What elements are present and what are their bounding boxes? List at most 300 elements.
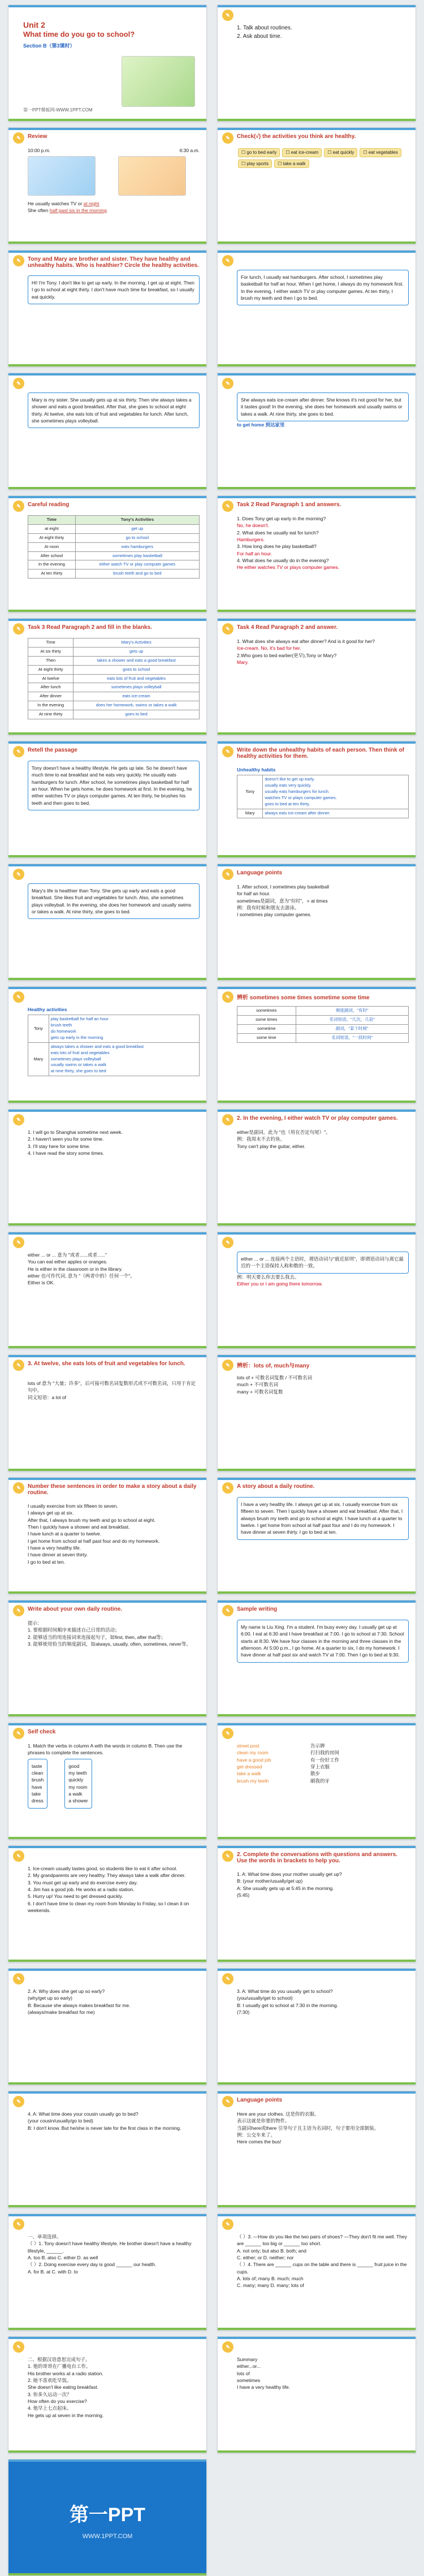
section-badge-icon: ✎ bbox=[222, 2341, 233, 2353]
text-line: either...or... bbox=[237, 2363, 261, 2370]
name-cell: Tony bbox=[237, 775, 263, 809]
vocab-zh: 告示牌 bbox=[310, 1743, 325, 1749]
text-line: 例：我有时候和朋友去游泳。 bbox=[237, 904, 300, 911]
slide-trans[interactable] bbox=[8, 2336, 207, 2453]
vocab-en: get dressed bbox=[237, 1763, 262, 1770]
slide-title: Write about your own daily routine. bbox=[28, 1606, 123, 1612]
line-text: He usually watches TV or bbox=[28, 200, 84, 206]
section-badge-icon: ✎ bbox=[222, 746, 233, 757]
slide-top-bar bbox=[8, 496, 206, 498]
section-badge-icon: ✎ bbox=[222, 1360, 233, 1371]
text-line: 4. A: What time does your cousin usually go to bed? bbox=[28, 2111, 139, 2117]
slide-body bbox=[28, 761, 200, 810]
option-chip[interactable] bbox=[274, 159, 309, 169]
verb-item[interactable]: clean bbox=[32, 1770, 44, 1776]
table-row bbox=[237, 1015, 409, 1024]
text-line: lots of + 可数名词复数 / 不可数名词 bbox=[237, 1375, 312, 1380]
slide-choose2[interactable] bbox=[217, 2213, 416, 2331]
table-row bbox=[28, 674, 200, 683]
table-cell: goes to bed bbox=[73, 710, 200, 719]
text-line: Either is OK. bbox=[28, 1280, 55, 1286]
text-line: （ ）3. —How do you like the two pairs of shoes? —They don't fit me well. They are ______ too big or ______ too short. bbox=[237, 2234, 407, 2247]
slide-sample[interactable] bbox=[217, 1600, 416, 1717]
checkbox-icon[interactable]: ☐ bbox=[327, 150, 333, 155]
slide-top-bar bbox=[218, 864, 416, 866]
text-line: much + 不可数名词 bbox=[237, 1382, 278, 1388]
body-heading: Healthy activities bbox=[28, 1007, 67, 1012]
section-badge-icon: ✎ bbox=[222, 1237, 233, 1248]
slide-top-bar bbox=[218, 1969, 416, 1971]
vocab-row bbox=[237, 1763, 409, 1770]
slide-number[interactable] bbox=[8, 1477, 207, 1594]
table-row bbox=[237, 1033, 409, 1042]
slide-body bbox=[237, 270, 409, 305]
slide-title: Write down the unhealthy habits of each person. Then think of healthy activities for them. bbox=[237, 747, 404, 760]
habits-cell bbox=[263, 775, 409, 809]
verb-item[interactable]: taste bbox=[32, 1763, 42, 1769]
habit-item: watches TV or plays computer games. bbox=[265, 795, 337, 800]
section-badge-icon: ✎ bbox=[222, 623, 233, 635]
text-line: Here are your clothes. 这是你的衣服。 bbox=[237, 2111, 319, 2117]
body-paragraph: either ... or ... 连接两个主语时，谓语动词与"就近原则"，即谓语动词与离它最近的一个主语保持人称和数的一致。 bbox=[237, 1252, 409, 1274]
slide-body bbox=[237, 766, 409, 818]
slide-bottom-bar bbox=[8, 2205, 206, 2207]
slide-lunch[interactable] bbox=[217, 250, 416, 367]
answer-line: For half an hour. bbox=[237, 550, 272, 556]
habits-cell bbox=[49, 1042, 199, 1076]
slide-task2[interactable] bbox=[217, 495, 416, 612]
slide-practice[interactable] bbox=[8, 1109, 207, 1226]
section-badge-icon: ✎ bbox=[13, 623, 24, 635]
slide-mary2[interactable] bbox=[217, 373, 416, 490]
text-line: 1. Match the verbs in column A with the words in column B. Then use the phrases to complete the sentences. bbox=[28, 1743, 183, 1756]
slide-selfcheck[interactable] bbox=[8, 1723, 207, 1840]
slide-bottom-bar bbox=[218, 119, 416, 121]
section-badge-icon: ✎ bbox=[222, 2219, 233, 2230]
option-label: eat quickly bbox=[332, 150, 354, 155]
table-cell: 名词短语，"几次，几倍" bbox=[296, 1015, 408, 1024]
word-item[interactable]: my teeth bbox=[68, 1770, 87, 1776]
text-line: 4. 他早上七点起床。 bbox=[28, 2405, 72, 2411]
name-cell: Tony bbox=[28, 1015, 49, 1043]
slide-task4[interactable] bbox=[217, 618, 416, 735]
text-line: （ ）2. Doing exercise every day is good ______ our health. bbox=[28, 2262, 157, 2268]
slide-top-bar bbox=[8, 1969, 206, 1971]
footer-site: WWW.1PPT.COM bbox=[82, 2533, 133, 2540]
slide-cover[interactable] bbox=[8, 5, 207, 122]
slide-summary[interactable] bbox=[217, 2336, 416, 2453]
text-line: lots of bbox=[237, 2370, 250, 2376]
text-line: Summary bbox=[237, 2357, 258, 2362]
slide-top-bar bbox=[8, 2091, 206, 2094]
vocab-row bbox=[237, 1749, 409, 1756]
word-item[interactable]: a shower bbox=[68, 1798, 88, 1804]
column-b bbox=[64, 1759, 92, 1809]
table-cell: sometime bbox=[237, 1024, 296, 1033]
slide-bottom-bar bbox=[8, 1346, 206, 1348]
slide-bottom-bar bbox=[8, 1101, 206, 1103]
text-line: either 也可作代词, 意为 "（两者中的）任何一个"。 bbox=[28, 1272, 135, 1279]
option-chip[interactable] bbox=[360, 148, 401, 157]
table-row bbox=[28, 638, 200, 648]
slide-footer[interactable] bbox=[8, 2459, 207, 2576]
section-badge-icon: ✎ bbox=[222, 1114, 233, 1125]
slide-bottom-bar bbox=[218, 1960, 416, 1962]
section-badge-icon: ✎ bbox=[222, 10, 233, 21]
slide-top-bar bbox=[8, 373, 206, 376]
slide-bottom-bar bbox=[218, 487, 416, 489]
slide-conv4[interactable] bbox=[8, 2091, 207, 2208]
slide-either2[interactable] bbox=[8, 1232, 207, 1349]
text-line: （ ）1. Tony doesn't have healthy lifestyle. He brother doesn't have a healthy lifestyle, ______. bbox=[28, 2241, 192, 2254]
table-cell: After school bbox=[28, 551, 76, 560]
slide-top-bar bbox=[8, 1846, 206, 1848]
word-item[interactable]: a walk bbox=[68, 1790, 83, 1797]
slide-top-bar bbox=[218, 741, 416, 744]
slide-body bbox=[28, 2111, 200, 2131]
verb-item[interactable]: dress bbox=[32, 1798, 44, 1804]
text-line: lots of 意为 "大量；许多"，后可接可数名词复数形式或不可数名词，只用于肯定句中。 bbox=[28, 1380, 196, 1393]
slide-bottom-bar bbox=[8, 610, 206, 612]
slide-retell[interactable] bbox=[8, 741, 207, 858]
slide-bottom-bar bbox=[8, 2328, 206, 2330]
slide-conv3[interactable] bbox=[217, 1968, 416, 2085]
slide-writing[interactable] bbox=[8, 1600, 207, 1717]
slide-title: 2. Complete the conversations with questions and answers. Use the words in brackets to help you. bbox=[237, 1852, 397, 1864]
slide-fill[interactable] bbox=[8, 1845, 207, 1962]
option-chip[interactable] bbox=[282, 148, 322, 157]
habit-item: usually eats very quickly. bbox=[265, 783, 311, 788]
text-line: sometimes是副词，意为"有时"，= at times bbox=[237, 897, 328, 904]
slide-story[interactable] bbox=[217, 1477, 416, 1594]
table-row bbox=[28, 656, 200, 665]
section-badge-icon: ✎ bbox=[13, 1114, 24, 1125]
body-heading: Unhealthy habits bbox=[237, 767, 276, 773]
section-badge-icon: ✎ bbox=[13, 1973, 24, 1984]
text-line: 提示： bbox=[28, 1620, 42, 1626]
tony-row bbox=[28, 1015, 200, 1043]
slide-vocab[interactable] bbox=[217, 1723, 416, 1840]
habits-cell bbox=[49, 1015, 199, 1043]
slide-body bbox=[28, 883, 200, 919]
text-line: I sometimes play computer games. bbox=[237, 912, 311, 918]
section-badge-icon: ✎ bbox=[222, 1728, 233, 1739]
slide-title: 辨析：lots of, much与many bbox=[237, 1363, 310, 1369]
table-cell: At eight thirty bbox=[28, 533, 76, 542]
slide-top-bar bbox=[218, 1478, 416, 1480]
slide-bottom-bar bbox=[218, 1223, 416, 1226]
slide-body bbox=[237, 638, 409, 666]
habit-item: always eats ice-cream after dinner. bbox=[265, 810, 331, 815]
slide-body bbox=[28, 1006, 200, 1076]
slide-marylife[interactable] bbox=[8, 864, 207, 981]
name-cell: Mary bbox=[237, 809, 263, 818]
slide-top-bar bbox=[218, 2214, 416, 2216]
text-line: 1. 他的哥哥在广播电台工作。 bbox=[28, 2363, 91, 2370]
slide-bottom-bar bbox=[8, 487, 206, 489]
section-badge-icon: ✎ bbox=[222, 869, 233, 880]
slide-body bbox=[237, 1374, 409, 1395]
section-badge-icon: ✎ bbox=[13, 1850, 24, 1862]
section-badge-icon: ✎ bbox=[13, 1605, 24, 1616]
verb-item[interactable]: brush bbox=[32, 1777, 44, 1783]
slide-bottom-bar bbox=[8, 1469, 206, 1471]
slide-body bbox=[28, 1129, 200, 1157]
section-badge-icon: ✎ bbox=[222, 1850, 233, 1862]
cover-title-block bbox=[23, 20, 135, 50]
slide-title: 2. In the evening, I either watch TV or play computer games. bbox=[237, 1115, 398, 1121]
vocab-en: take a walk bbox=[237, 1771, 261, 1777]
info-table bbox=[28, 515, 200, 579]
body-paragraph: Mary's life is healthier than Tony. She gets up early and eats a good breakfast. She likes fruit and vegetables for lunch. Also, she sometimes plays volleyball. In the evening, she does her homework and usually swims or takes a walk. At nine thirty, she goes to bed. bbox=[28, 883, 200, 919]
slide-body bbox=[237, 1620, 409, 1663]
text-line: 1. After school, I sometimes play basketball bbox=[237, 884, 329, 890]
slide-top-bar bbox=[218, 128, 416, 130]
habit-item: sometimes plays volleyball bbox=[50, 1056, 101, 1062]
table-cell: After lunch bbox=[28, 683, 73, 692]
text-line: 3. You must get up early and do exercise every day. bbox=[28, 1879, 138, 1885]
slide-bottom-bar bbox=[218, 1101, 416, 1103]
table-row bbox=[28, 524, 200, 533]
text-line: (5:45) bbox=[237, 1892, 250, 1898]
mary-row bbox=[28, 1042, 200, 1076]
body-heading: to get home 到达家里 bbox=[237, 421, 285, 428]
vocab-en: street post bbox=[237, 1743, 259, 1749]
section-badge-icon: ✎ bbox=[13, 2219, 24, 2230]
text-line: B: I usually get to school at 7:30 in the morning. bbox=[237, 2002, 339, 2008]
line-text: She often bbox=[28, 207, 50, 213]
habits-cell bbox=[263, 809, 409, 818]
word-item[interactable]: quickly bbox=[68, 1777, 84, 1783]
body-paragraph: She always eats ice-cream after dinner. She knows it's not good for her, but it tastes good! In the evening, she does her homework and usually swims or takes a walk. At nine thirty, she goes to bed. bbox=[237, 392, 409, 421]
vocab-zh: 刷我的牙 bbox=[310, 1777, 330, 1784]
table-row bbox=[28, 665, 200, 674]
text-line: C. either; or D. neither; nor bbox=[237, 2254, 294, 2260]
slide-lots[interactable] bbox=[8, 1354, 207, 1472]
text-line: 2. My grandparents are very healthy. They always take a walk after dinner. bbox=[28, 1872, 186, 1879]
table-cell: gets up bbox=[73, 647, 200, 656]
text-line: I go to bed at ten. bbox=[28, 1559, 66, 1565]
clock-time-1: 10:00 p.m. bbox=[28, 148, 51, 153]
slide-compare[interactable] bbox=[217, 986, 416, 1103]
answer-line: Mary. bbox=[237, 659, 249, 665]
text-line: 二、根据汉语意思完成句子。 bbox=[28, 2357, 90, 2362]
text-line: She doesn't like eating breakfast. bbox=[28, 2384, 98, 2391]
slide-body bbox=[28, 1252, 200, 1287]
slide-careful[interactable] bbox=[8, 495, 207, 612]
slide-talk[interactable] bbox=[8, 250, 207, 367]
slide-lp2[interactable] bbox=[217, 2091, 416, 2208]
checkbox-icon[interactable]: ☐ bbox=[241, 150, 247, 155]
question-line: 1. What does she always eat after dinner? And is it good for her? bbox=[237, 638, 375, 644]
body-paragraph: For lunch, I usually eat hamburgers. After school, I sometimes play basketball for half an hour. When I get home, I always do my homework first. In the evening, I either watch TV or play computer games. At ten thirty, I brush my teeth and then I go to bed. bbox=[237, 270, 409, 305]
slide-body bbox=[28, 1988, 200, 2016]
slide-choose[interactable] bbox=[8, 2213, 207, 2331]
text-line: (why/get up so early) bbox=[28, 1995, 72, 2001]
text-line: for half an hour. bbox=[237, 891, 271, 897]
slide-top-bar bbox=[218, 2337, 416, 2339]
text-line: He gets up at seven in the morning. bbox=[28, 2412, 104, 2418]
text-line: 1. I will go to Shanghai sometime next week. bbox=[28, 1129, 123, 1135]
table-row bbox=[237, 1024, 409, 1033]
table-cell: either watch TV or play computer games bbox=[75, 560, 199, 569]
text-line: either是副词，此为 "也（用在否定句尾）"。 bbox=[237, 1129, 331, 1135]
text-line: 4. Jim has a good job. He works at a radio station. bbox=[28, 1886, 135, 1892]
slide-title: Retell the passage bbox=[28, 747, 77, 753]
slide-bottom-bar bbox=[8, 241, 206, 244]
slide-lang[interactable] bbox=[217, 864, 416, 981]
slide-top-bar bbox=[218, 1846, 416, 1848]
table-cell: After dinner bbox=[28, 692, 73, 701]
review-row bbox=[28, 147, 200, 154]
slide-top-bar bbox=[218, 2091, 416, 2094]
slide-bottom-bar bbox=[218, 241, 416, 244]
text-line: 1. 要根据时间顺序来描述自己日常的活动； bbox=[28, 1627, 120, 1633]
slide-body bbox=[28, 392, 200, 428]
slide-title: 辨析 sometimes some times sometime some time bbox=[237, 995, 370, 1001]
checkbox-icon[interactable]: ☐ bbox=[363, 150, 369, 155]
verb-item[interactable]: take bbox=[32, 1790, 41, 1797]
text-line: 例：我周末不去钓鱼。 bbox=[237, 1136, 285, 1142]
slide-title: Language points bbox=[237, 870, 282, 876]
slide-bottom-bar bbox=[218, 732, 416, 735]
slide-title: Task 2 Read Paragraph 1 and answers. bbox=[237, 502, 341, 508]
footer-brand: 第一PPT bbox=[69, 2504, 146, 2526]
text-line: I always get up at six. bbox=[28, 1510, 74, 1516]
match-columns bbox=[28, 1759, 200, 1809]
slide-bottom-bar bbox=[8, 855, 206, 857]
habit-item: doesn't like to get up early. bbox=[265, 776, 315, 782]
slide-top-bar bbox=[218, 1723, 416, 1725]
slide-title: Careful reading bbox=[28, 502, 70, 508]
section-badge-icon: ✎ bbox=[13, 991, 24, 1003]
section-label: Section B（第3课时） bbox=[23, 43, 75, 49]
slide-bottom-bar bbox=[218, 978, 416, 980]
slide-top-bar bbox=[8, 741, 206, 744]
table-row bbox=[28, 683, 200, 692]
slide-either3[interactable] bbox=[217, 1232, 416, 1349]
table-cell: some time bbox=[237, 1033, 296, 1042]
table-cell: eats hamburgers bbox=[75, 542, 199, 551]
slide-healthy[interactable] bbox=[217, 741, 416, 858]
slide-activities[interactable] bbox=[8, 986, 207, 1103]
slide-body bbox=[237, 24, 409, 41]
slide-title: 3. At twelve, she eats lots of fruit and vegetables for lunch. bbox=[28, 1361, 185, 1367]
text-line: 2. A: Why does she get up so early? bbox=[28, 1988, 105, 1994]
slide-body bbox=[28, 1742, 200, 1809]
line-answer: at night bbox=[83, 200, 99, 206]
section-badge-icon: ✎ bbox=[222, 2096, 233, 2107]
question-line: 1. Does Tony get up early in the morning? bbox=[237, 516, 326, 521]
option-chip[interactable] bbox=[324, 148, 357, 157]
habits-table bbox=[28, 1015, 200, 1076]
slide-conv2[interactable] bbox=[8, 1968, 207, 2085]
slide-review[interactable] bbox=[8, 127, 207, 244]
text-line: 6. I don't have time to clean my room from Monday to Friday, so I clean it on weekends. bbox=[28, 1900, 189, 1913]
name-cell: Mary bbox=[28, 1042, 49, 1076]
slide-task3[interactable] bbox=[8, 618, 207, 735]
slide-top-bar bbox=[8, 2337, 206, 2339]
slide-body bbox=[28, 1865, 200, 1914]
text-line: B: (your mother/usually/get up) bbox=[237, 1878, 303, 1884]
verb-item[interactable]: have bbox=[32, 1784, 42, 1790]
slide-goals[interactable] bbox=[217, 5, 416, 122]
slide-mary[interactable] bbox=[8, 373, 207, 490]
checkbox-icon[interactable]: ☐ bbox=[241, 161, 247, 166]
slide-top-bar bbox=[8, 251, 206, 253]
word-item[interactable]: good bbox=[68, 1763, 80, 1769]
slide-either[interactable] bbox=[217, 1109, 416, 1226]
text-line: B: I don't know. But he/she is never late for the first class in the morning. bbox=[28, 2125, 181, 2131]
habit-item: usually swims or takes a walk bbox=[50, 1062, 107, 1068]
section-badge-icon: ✎ bbox=[13, 1360, 24, 1371]
slide-body bbox=[237, 883, 409, 918]
checkbox-icon[interactable]: ☐ bbox=[278, 161, 283, 166]
table-cell: goes to school bbox=[73, 665, 200, 674]
body-paragraph: My name is Liu Xing. I'm a student. I'm busy every day. I usually get up at 6:00. I eat at 6:30 and I have breakfast at 7:00. I go to school at 7:30. School starts at 8:30. We have four classes in the morning and three classes in the afternoon. At 5:00 p.m., I go home. At a quarter to six, I do my homework. I have dinner at half past six and watch TV at 7:00. Then I go to bed at 9:30. bbox=[237, 1620, 409, 1663]
habit-item: goes to bed at ten thirty. bbox=[265, 801, 310, 806]
table-cell: At eight thirty bbox=[28, 665, 73, 674]
section-badge-icon: ✎ bbox=[222, 1482, 233, 1494]
slide-title: Check(√) the activities you think are healthy. bbox=[237, 133, 356, 140]
slide-bottom-bar bbox=[218, 2205, 416, 2207]
section-badge-icon: ✎ bbox=[222, 991, 233, 1003]
table-cell: At six thirty bbox=[28, 647, 73, 656]
table-cell: 频度副词，"有时" bbox=[296, 1007, 408, 1016]
vocab-en: brush my teeth bbox=[237, 1777, 269, 1784]
tony-row bbox=[237, 775, 409, 809]
body-paragraph: I have a very healthy life. I always get up at six. I usually exercise from six fifteen to seven. Then I quickly have a shower and eat breakfast. After that, I always brush my teeth and go to school at eight. I have lunch at a quarter to twelve. I get home from school at half past four and I do my homework. I have dinner at seven thirty. I go to bed at ten. bbox=[237, 1497, 409, 1540]
info-table bbox=[237, 1006, 409, 1043]
text-line: I have lunch at a quarter to twelve. bbox=[28, 1531, 101, 1537]
table-row bbox=[237, 1007, 409, 1016]
slide-body bbox=[28, 275, 200, 304]
word-item[interactable]: my room bbox=[68, 1784, 88, 1790]
slide-body bbox=[237, 2111, 409, 2146]
slide-body bbox=[237, 2233, 409, 2289]
slide-body bbox=[237, 147, 409, 169]
table-cell: 名词短语，"一段时间" bbox=[296, 1033, 408, 1042]
question-line: 4. What does he usually do in the evening? bbox=[237, 557, 329, 563]
slide-bottom-bar bbox=[8, 119, 206, 121]
text-line: (7:30) bbox=[237, 2009, 250, 2015]
body-paragraph: Hi! I'm Tony. I don't like to get up early. In the morning, I get up at eight. Then I go to school at eight thirty. I don't have much time for breakfast, so I usually eat quickly. bbox=[28, 275, 200, 304]
table-cell: does her homework, swims or takes a walk bbox=[73, 701, 200, 710]
body-paragraph: Mary is my sister. She usually gets up at six thirty. Then she always takes a shower and eats a good breakfast. After that, she goes to school at eight thirty. At twelve, she eats lots of fruit and vegetables for lunch. After lunch, she sometimes plays volleyball. bbox=[28, 392, 200, 428]
table-cell: eats lots of fruit and vegetables bbox=[73, 674, 200, 683]
slide-grid bbox=[8, 5, 416, 2576]
text-line: (you/usually/get to school) bbox=[237, 1995, 293, 2001]
slide-check[interactable] bbox=[217, 127, 416, 244]
option-chip[interactable] bbox=[238, 159, 272, 169]
checkbox-icon[interactable]: ☐ bbox=[285, 150, 291, 155]
vocab-row bbox=[237, 1770, 409, 1777]
table-cell: 副词，"某个时候" bbox=[296, 1024, 408, 1033]
slide-bottom-bar bbox=[8, 1223, 206, 1226]
section-badge-icon: ✎ bbox=[222, 500, 233, 512]
text-line: 4. I have read the story some times. bbox=[28, 1150, 105, 1156]
vocab-zh: 打扫我的房间 bbox=[310, 1750, 340, 1756]
slide-title: A story about a daily routine. bbox=[237, 1483, 315, 1490]
text-line: 3. 你多久运动一次？ bbox=[28, 2391, 72, 2397]
table-cell: go to school bbox=[75, 533, 199, 542]
slide-bottom-bar bbox=[8, 1714, 206, 1716]
option-chip[interactable] bbox=[238, 148, 280, 157]
slide-title: Tony and Mary are brother and sister. They have healthy and unhealthy habits. Who is healthier? Circle the healthy activities. bbox=[28, 256, 199, 269]
mary-row bbox=[237, 809, 409, 818]
slide-conv[interactable] bbox=[217, 1845, 416, 1962]
slide-lots2[interactable] bbox=[217, 1354, 416, 1472]
